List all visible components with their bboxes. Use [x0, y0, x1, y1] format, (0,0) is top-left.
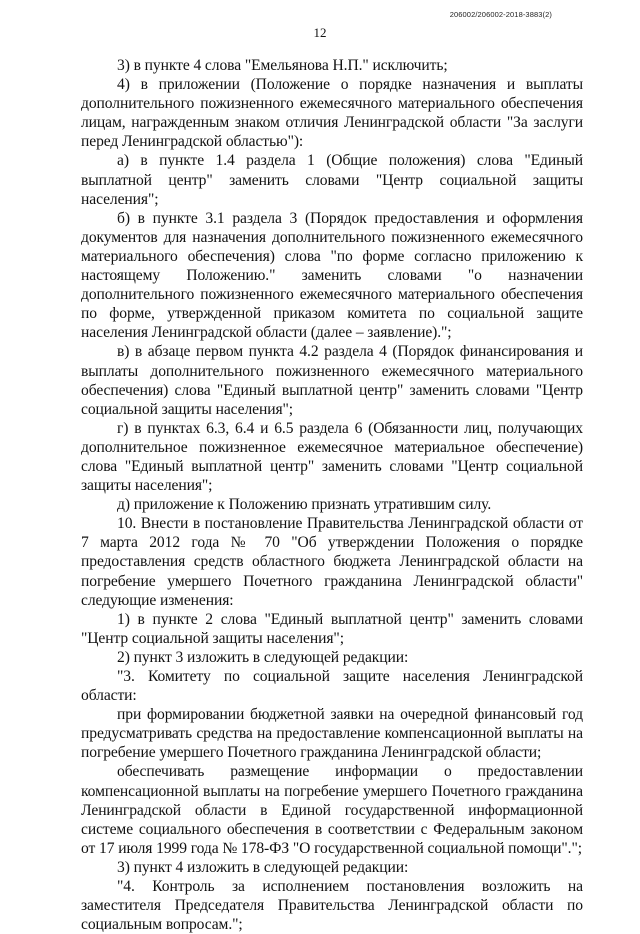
- page-number: 12: [313, 25, 327, 40]
- paragraph-subitem-v: в) в абзаце первом пункта 4.2 раздела 4 (Порядок финансирования и выплаты дополнительного пожизненного ежемесячного материального обеспечения) слова "Единый выплатной центр" заменить словами "Центр социальной защиты населения";: [81, 343, 583, 418]
- document-registration-code: 206002/206002-2018-3883(2): [449, 10, 552, 19]
- paragraph-item-10-3: 3) пункт 4 изложить в следующей редакции:: [117, 858, 409, 876]
- paragraph-item-10-2: 2) пункт 3 изложить в следующей редакции:: [117, 648, 409, 666]
- paragraph-item-3-delete-name: 3) в пункте 4 слова "Емельянова Н.П." исключить;: [117, 57, 448, 74]
- paragraph-subitem-a: а) в пункте 1.4 раздела 1 (Общие положения) слова "Единый выплатной центр" заменить словами "Центр социальной защиты населения";: [81, 152, 583, 208]
- document-body: [81, 56, 583, 934]
- paragraph-quoted-point-3: "3. Комитету по социальной защите населения Ленинградской области:: [81, 668, 583, 705]
- paragraph-item-4-appendix: 4) в приложении (Положение о порядке назначения и выплаты дополнительного пожизненного ежемесячного материального обеспечения лицам, награжденным знаком отличия Ленинградской области "За заслуги перед Ленинградской областью"):: [81, 76, 583, 151]
- paragraph-subitem-d: д) приложение к Положению признать утратившим силу.: [117, 496, 492, 514]
- paragraph-subitem-b: б) в пункте 3.1 раздела 3 (Порядок предоставления и оформления документов для назначения дополнительного пожизненного ежемесячного материального обеспечения) слова "по форме согласно приложению к настоящему Положению." заменить словами "о назначении дополнительного пожизненного ежемесячного материального обеспечения по форме, утвержденной приказом комитета по социальной защите населения Ленинградской области (далее – заявление).";: [81, 209, 583, 342]
- paragraph-item-10: 10. Внести в постановление Правительства Ленинградской области от 7 марта 2012 года № 70 "Об утверждении Положения о порядке предоставления средств областного бюджета Ленинградской области на погребение умершего Почетного гражданина Ленинградской области" следующие изменения:: [81, 515, 583, 609]
- paragraph-information-posting: обеспечивать размещение информации о предоставлении компенсационной выплаты на погребение умершего Почетного гражданина Ленинградской области в Единой государственной информационной системе социального обеспечения в соответствии с Федеральным законом от 17 июля 1999 года № 178-ФЗ "О государственной социальной помощи".";: [81, 763, 583, 857]
- paragraph-subitem-g: г) в пунктах 6.3, 6.4 и 6.5 раздела 6 (Обязанности лиц, получающих дополнительное пожизненное ежемесячное материальное обеспечение) слова "Единый выплатной центр" заменить словами "Центр социальной защиты населения";: [81, 419, 583, 495]
- paragraph-budget-request: при формировании бюджетной заявки на очередной финансовый год предусматривать средства на предоставление компенсационной выплаты на погребение умершего Почетного гражданина Ленинградской области;: [81, 706, 583, 762]
- paragraph-item-10-1: 1) в пункте 2 слова "Единый выплатной центр" заменить словами "Центр социальной защиты населения";: [81, 610, 583, 647]
- paragraph-quoted-point-4: "4. Контроль за исполнением постановления возложить на заместителя Председателя Правительства Ленинградской области по социальным вопросам.";: [81, 878, 583, 934]
